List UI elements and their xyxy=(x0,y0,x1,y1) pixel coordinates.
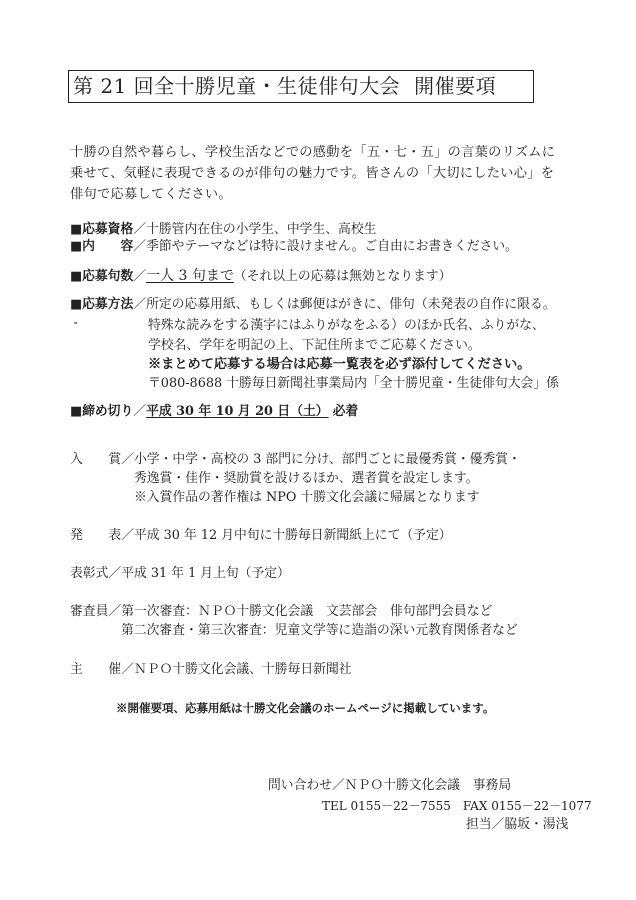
deadline-suffix: 必着 xyxy=(332,404,359,419)
intro-line-3: 俳句で応募してください。 xyxy=(70,187,232,202)
judges-label: 審査員 xyxy=(70,604,109,619)
method-line-2: 特殊な読みをする漢字にはふりがなをふる）のほか氏名、ふりがな、 xyxy=(148,318,545,333)
contact-line-1: 問い合わせ／ＮＰＯ十勝文化会議 事務局 xyxy=(268,778,512,793)
content-text: ／季節やテーマなどは特に設けません。ご自由にお書きください。 xyxy=(133,239,518,254)
count-text: （それ以上の応募は無効となります） xyxy=(233,269,452,284)
content-label: ■内 容 xyxy=(70,239,134,254)
title-main: 第 21 回全十勝児童・生徒俳句大会 xyxy=(73,74,401,98)
method-address: 〒080‐8688 十勝毎日新聞社事業局内「全十勝児童・生徒俳句大会」係 xyxy=(148,376,559,391)
eligibility-row xyxy=(70,222,376,238)
announcement-label: 発 表 xyxy=(70,528,122,543)
prize-line-3: ※入賞作品の著作権は NPO 十勝文化会議に帰属となります xyxy=(134,490,480,505)
organizer-label: 主 催 xyxy=(70,662,122,677)
deadline-label: ■締め切り xyxy=(70,404,134,419)
deadline-emphasis: 平成 30 年 10 月 20 日（土） xyxy=(146,404,329,419)
count-label: ■応募句数 xyxy=(70,269,134,284)
title-sub: 開催要項 xyxy=(414,74,497,98)
method-line-3: 学校名、学年を明記の上、下記住所までご応募ください。 xyxy=(148,338,481,353)
organizer-row xyxy=(70,662,352,678)
ceremony-text: ／平成 31 年 1 月上旬（予定） xyxy=(108,566,290,581)
page-title xyxy=(68,70,534,103)
deadline-row xyxy=(70,404,358,420)
eligibility-label: ■応募資格 xyxy=(70,222,134,237)
contact-line-3: 担当／脇坂・湯浅 xyxy=(466,817,569,832)
method-label: ■応募方法 xyxy=(70,297,134,312)
method-row xyxy=(70,297,556,313)
intro-line-1: 十勝の自然や暮らし、学校生活などでの感動を「五・七・五」の言葉のリズムに xyxy=(70,145,556,160)
announcement-row xyxy=(70,528,452,544)
intro-line-2: 乗せて、気軽に表現できるのが俳句の魅力です。皆さんの「大切にしたい心」を xyxy=(70,166,555,181)
scan-speck xyxy=(74,322,77,324)
count-emphasis: 一人 3 句まで xyxy=(146,268,234,284)
judges-row xyxy=(70,604,492,620)
organizer-text: ／ＮＰＯ十勝文化会議、十勝毎日新聞社 xyxy=(121,662,352,677)
prize-line-2: 秀逸賞・佳作・奨励賞を設けるほか、選者賞を設定します。 xyxy=(134,471,479,486)
prize-line-1: ／小学・中学・高校の 3 部門に分け、部門ごとに最優秀賞・優秀賞・ xyxy=(121,452,521,467)
prize-label: 入 賞 xyxy=(70,452,122,467)
judges-line-2: 第二次審査・第三次審査：児童文学等に造詣の深い元教育関係者など xyxy=(121,623,518,638)
method-line-1: ／所定の応募用紙、もしくは郵便はがきに、俳句（未発表の自作に限る。 xyxy=(133,297,556,312)
content-row xyxy=(70,239,518,255)
footnote: ※開催要項、応募用紙は十勝文化会議のホームページに掲載しています。 xyxy=(116,701,495,715)
contact-line-2: TEL 0155－22－7555 FAX 0155－22－1077 xyxy=(322,799,592,813)
count-sep: ／ xyxy=(133,269,147,284)
eligibility-text: ／十勝管内在住の小学生、中学生、高校生 xyxy=(133,222,377,237)
ceremony-label: 表彰式 xyxy=(70,566,109,581)
judges-line-1: ／第一次審査：ＮＰＯ十勝文化会議 文芸部会 俳句部門会員など xyxy=(108,604,493,619)
prize-row xyxy=(70,452,521,468)
deadline-sep: ／ xyxy=(133,404,147,419)
announcement-text: ／平成 30 年 12 月中旬に十勝毎日新聞紙上にて（予定） xyxy=(121,528,452,543)
method-note: ※まとめて応募する場合は応募一覧表を必ず添付してください。 xyxy=(148,357,531,372)
ceremony-row xyxy=(70,566,290,582)
count-row xyxy=(70,268,451,285)
